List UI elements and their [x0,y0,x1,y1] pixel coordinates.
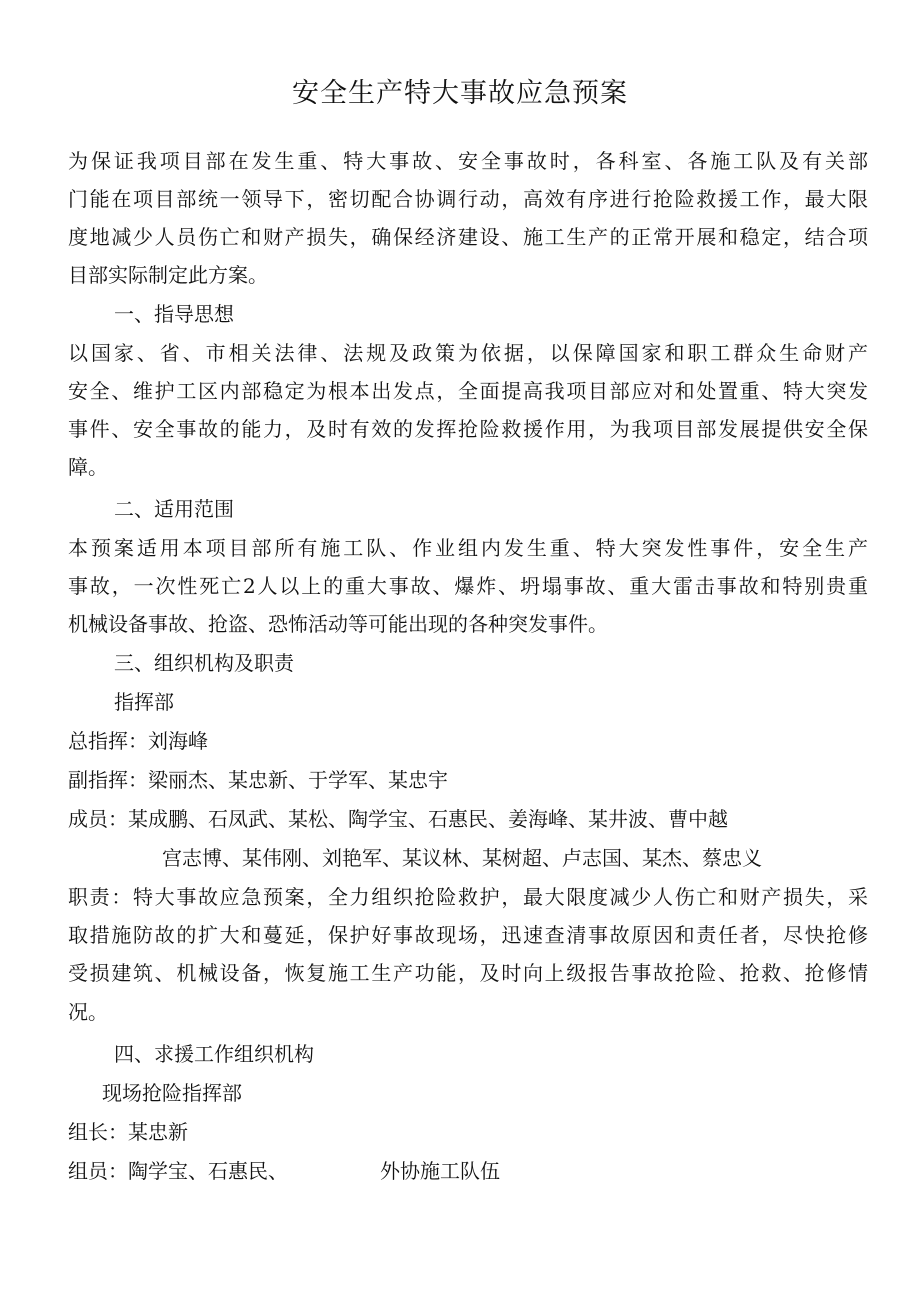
section4-heading: 四、求援工作组织机构 [114,1042,314,1066]
document-title: 安全生产特大事故应急预案 [292,78,628,109]
section1-line-1: 以国家、省、市相关法律、法规及政策为依据，以保障国家和职工群众生命财产 [68,341,868,365]
duties-line-3: 受损建筑、机械设备，恢复施工生产功能，及时向上级报告事故抢险、抢救、抢修情 [68,961,868,985]
commander-line: 总指挥：刘海峰 [68,729,208,753]
members-line-2: 宫志博、某伟刚、刘艳军、某议林、某树超、卢志国、某杰、蔡忠义 [162,846,762,870]
duties-line-2: 取措施防故的扩大和蔓延，保护好事故现场，迅速查清事故原因和责任者，尽快抢修 [68,923,868,947]
team-members: 组员：陶学宝、石惠民、 [68,1159,288,1183]
section1-heading: 一、指导思想 [114,302,234,326]
intro-line-1: 为保证我项目部在发生重、特大事故、安全事故时，各科室、各施工队及有关部 [68,149,868,173]
duties-line-1: 职责：特大事故应急预案，全力组织抢险救护，最大限度减少人伤亡和财产损失，采 [68,885,868,909]
intro-line-2: 门能在项目部统一领导下，密切配合协调行动，高效有序进行抢险救援工作，最大限 [68,187,868,211]
team-line [68,1156,500,1186]
section2-heading: 二、适用范围 [114,497,234,521]
section2-line-3: 机械设备事故、抢盗、恐怖活动等可能出现的各种突发事件。 [68,612,608,636]
section1-line-3: 事件、安全事故的能力，及时有效的发挥抢险救援作用，为我项目部发展提供安全保 [68,417,868,441]
section2-line-2: 事故，一次性死亡2人以上的重大事故、爆炸、坍塌事故、重大雷击事故和特别贵重 [68,574,868,598]
intro-line-3: 度地减少人员伤亡和财产损失，确保经济建设、施工生产的正常开展和稳定，结合项 [68,225,868,249]
section3-heading: 三、组织机构及职责 [114,651,294,675]
team-external: 外协施工队伍 [380,1159,500,1183]
section1-line-2: 安全、维护工区内部稳定为根本出发点，全面提高我项目部应对和处置重、特大突发 [68,379,868,403]
section2-line-1: 本预案适用本项目部所有施工队、作业组内发生重、特大突发性事件，安全生产 [68,536,868,560]
section1-line-4: 障。 [68,455,108,479]
leader-line: 组长：某忠新 [68,1120,188,1144]
section4-subheading: 现场抢险指挥部 [102,1081,242,1105]
deputy-line: 副指挥：梁丽杰、某忠新、于学军、某忠宇 [68,768,448,792]
intro-line-4: 目部实际制定此方案。 [68,263,268,287]
duties-line-4: 况。 [68,1000,108,1024]
section3-subheading: 指挥部 [114,690,174,714]
members-line-1: 成员：某成鹏、石凤武、某松、陶学宝、石惠民、姜海峰、某井波、曹中越 [68,807,728,831]
